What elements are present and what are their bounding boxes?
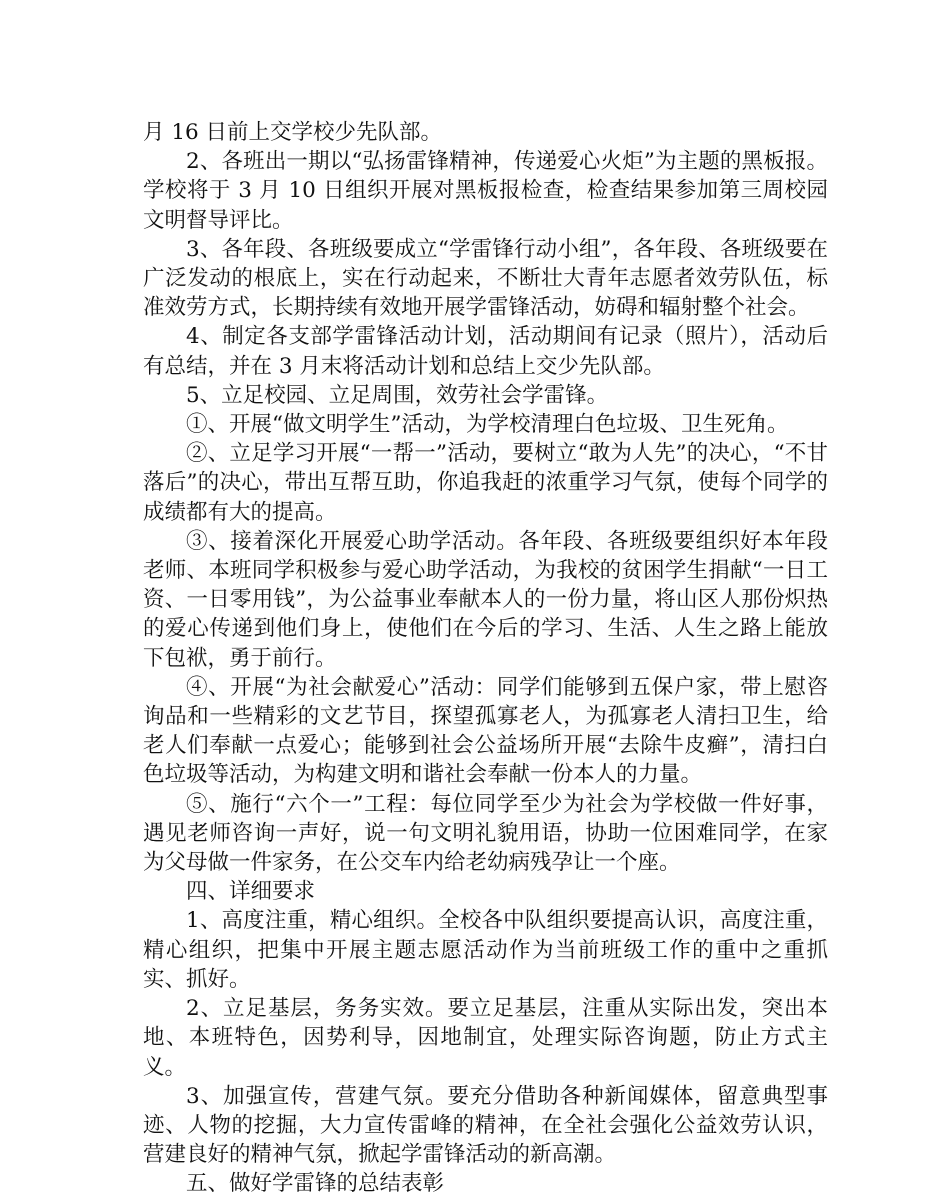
paragraph-subitem-4: ④、开展“为社会献爱心”活动：同学们能够到五保户家，带上慰咨询品和一些精彩的文艺节目，探望孤寡老人，为孤寡老人清扫卫生，给老人们奉献一点爱心；能够到社会公益场所开展“去除牛皮癣”，清扫白色垃圾等活动，为构建文明和谐社会奉献一份本人的力量。 xyxy=(143,674,828,788)
paragraph-subitem-3: ③、接着深化开展爱心助学活动。各年段、各班级要组织好本年段老师、本班同学积极参与爱心助学活动，为我校的贫困学生捐献“一日工资、一日零用钱”，为公益事业奉献本人的一份力量，将山区人那份炽热的爱心传递到他们身上，使他们在今后的学习、生活、人生之路上能放下包袱，勇于前行。 xyxy=(143,528,828,671)
paragraph-item-2: 2、各班出一期以“弘扬雷锋精神，传递爱心火炬”为主题的黑板报。学校将于 3 月 10 日组织开展对黑板报检查，检查结果参加第三周校园文明督导评比。 xyxy=(143,149,828,233)
paragraph-subitem-2: ②、立足学习开展“一帮一”活动，要树立“敢为人先”的决心，“不甘落后”的决心，带出互帮互助，你追我赶的浓重学习气氛，使每个同学的成绩都有大的提高。 xyxy=(143,441,828,525)
section-heading-summary: 五、做好学雷锋的总结表彰 xyxy=(186,1171,445,1197)
requirement-item-3: 3、加强宣传，营建气氛。要充分借助各种新闻媒体，留意典型事迹、人物的挖掘，大力宣传雷峰的精神，在全社会强化公益效劳认识，营建良好的精神气氛，掀起学雷锋活动的新高潮。 xyxy=(143,1083,828,1168)
paragraph-item-5: 5、立足校园、立足周围，效劳社会学雷锋。 xyxy=(186,382,609,408)
paragraph-continuation: 月 16 日前上交学校少先队部。 xyxy=(143,120,443,145)
paragraph-subitem-1: ①、开展“做文明学生”活动，为学校清理白色垃圾、卫生死角。 xyxy=(186,412,789,438)
requirement-item-1: 1、高度注重，精心组织。全校各中队组织要提高认识，高度注重，精心组织，把集中开展主题志愿活动作为当前班级工作的重中之重抓实、抓好。 xyxy=(143,908,828,992)
paragraph-subitem-5: ⑤、施行“六个一”工程：每位同学至少为社会为学校做一件好事，遇见老师咨询一声好，说一句文明礼貌用语，协助一位困难同学，在家为父母做一件家务，在公交车内给老幼病残孕让一个座。 xyxy=(143,791,828,876)
section-heading-requirements: 四、详细要求 xyxy=(186,879,316,905)
paragraph-item-3: 3、各年段、各班级要成立“学雷锋行动小组”，各年段、各班级要在广泛发动的根底上，实在行动起来，不断壮大青年志愿者效劳队伍，标准效劳方式，长期持续有效地开展学雷锋活动，妨碍和辐射整个社会。 xyxy=(143,236,828,321)
document-body xyxy=(143,118,828,1199)
paragraph-item-4: 4、制定各支部学雷锋活动计划，活动期间有记录（照片），活动后有总结，并在 3 月末将活动计划和总结上交少先队部。 xyxy=(143,324,828,379)
requirement-item-2: 2、立足基层，务务实效。要立足基层，注重从实际出发，突出本地、本班特色，因势利导，因地制宜，处理实际咨询题，防止方式主义。 xyxy=(143,996,828,1080)
